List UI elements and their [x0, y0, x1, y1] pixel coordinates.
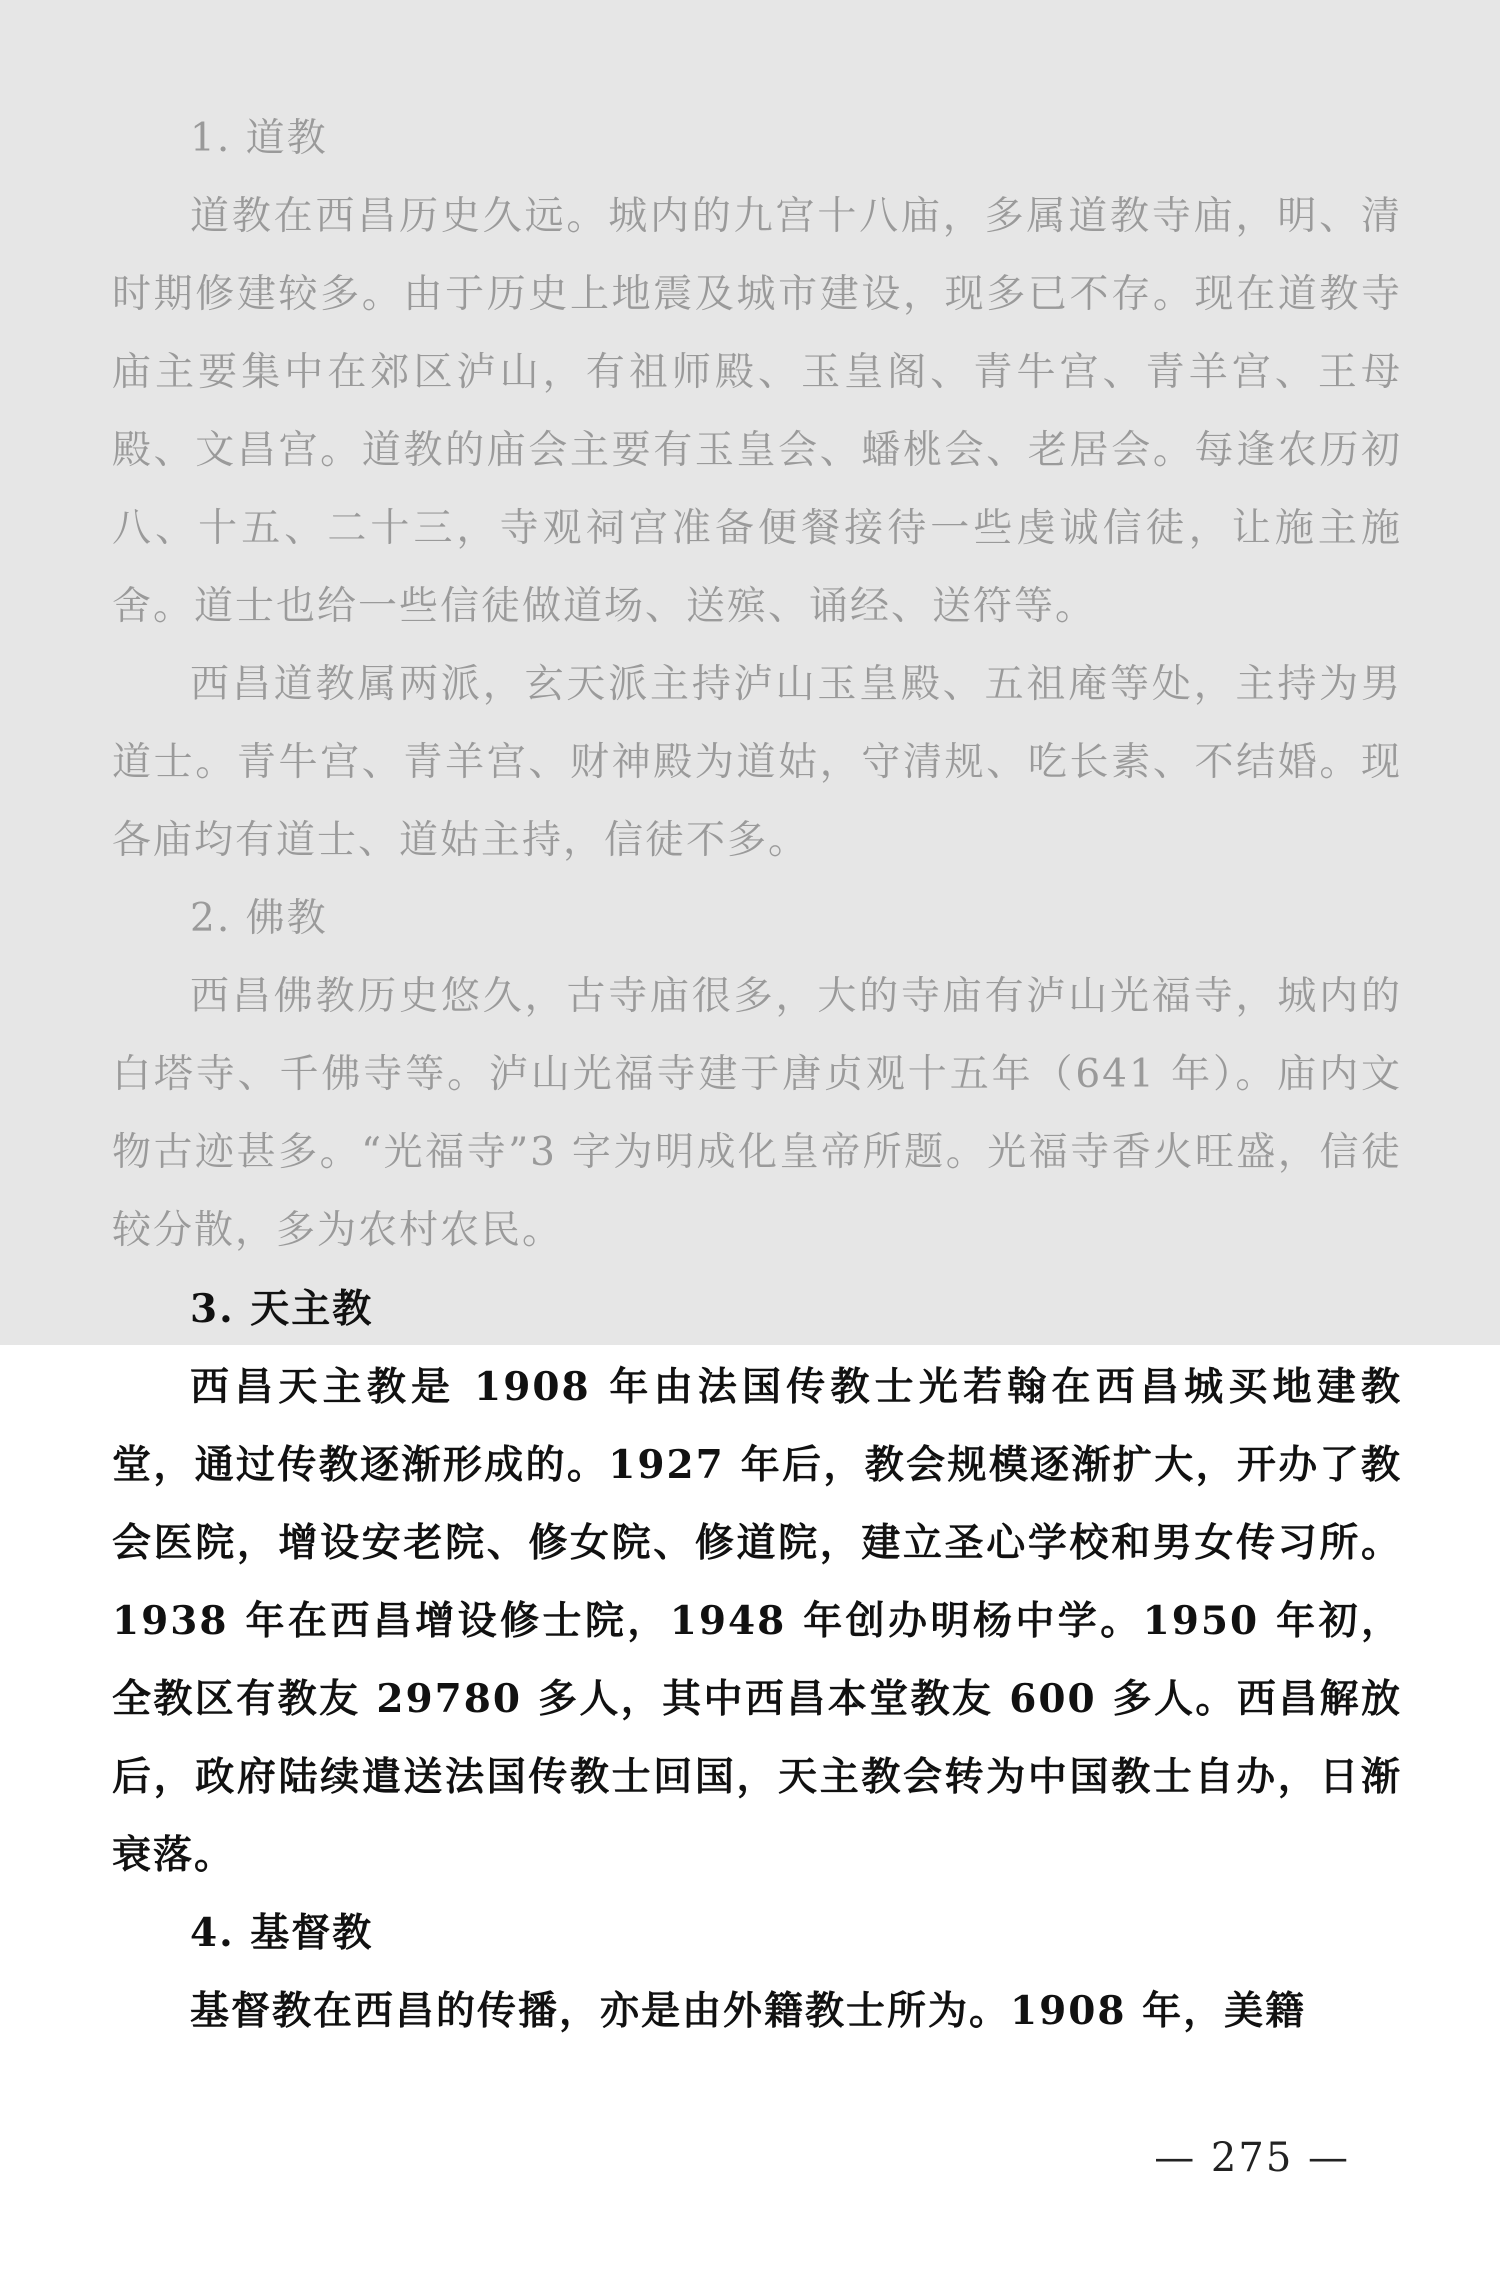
page-body [112, 100, 1402, 2050]
section-heading-christianity: 4. 基督教 [190, 1910, 374, 1956]
section-heading-taoism: 1. 道教 [190, 116, 328, 161]
paragraph-buddhism-1: 西昌佛教历史悠久，古寺庙很多，大的寺庙有泸山光福寺，城内的白塔寺、千佛寺等。泸山光福寺建于唐贞观十五年（641 年）。庙内文物古迹甚多。“光福寺”3 字为明成化皇帝所题。光福寺香火旺盛，信徒较分散，多为农村农民。 [112, 974, 1402, 1253]
section-heading-catholicism: 3. 天主教 [190, 1286, 374, 1332]
paragraph-christianity-1: 基督教在西昌的传播，亦是由外籍教士所为。1908 年，美籍 [190, 1988, 1307, 2034]
paragraph-taoism-1: 道教在西昌历史久远。城内的九宫十八庙，多属道教寺庙，明、清时期修建较多。由于历史上地震及城市建设，现多已不存。现在道教寺庙主要集中在郊区泸山，有祖师殿、玉皇阁、青牛宫、青羊宫、王母殿、文昌宫。道教的庙会主要有玉皇会、蟠桃会、老居会。每逢农历初八、十五、二十三，寺观祠宫准备便餐接待一些虔诚信徒，让施主施舍。道士也给一些信徒做道场、送殡、诵经、送符等。 [112, 194, 1402, 629]
paragraph-taoism-2: 西昌道教属两派，玄天派主持泸山玉皇殿、五祖庵等处，主持为男道士。青牛宫、青羊宫、财神殿为道姑，守清规、吃长素、不结婚。现各庙均有道士、道姑主持，信徒不多。 [112, 662, 1402, 863]
page-number: — 275 — [1154, 2135, 1350, 2181]
section-heading-buddhism: 2. 佛教 [190, 896, 328, 941]
paragraph-catholicism-1: 西昌天主教是 1908 年由法国传教士光若翰在西昌城买地建教堂，通过传教逐渐形成的。1927 年后，教会规模逐渐扩大，开办了教会医院，增设安老院、修女院、修道院，建立圣心学校和男女传习所。1938 年在西昌增设修士院，1948 年创办明杨中学。1950 年初，全教区有教友 29780 多人，其中西昌本堂教友 600 多人。西昌解放后，政府陆续遣送法国传教士回国，天主教会转为中国教士自办，日渐衰落。 [112, 1364, 1402, 1878]
